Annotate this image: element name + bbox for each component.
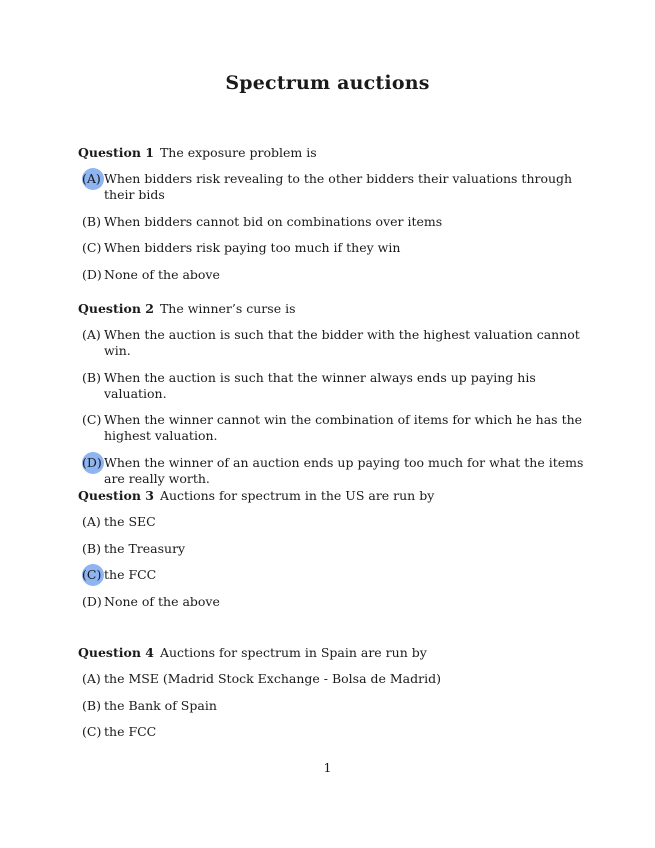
option-letter: (B) xyxy=(82,369,101,385)
option-text: When bidders risk paying too much if they win xyxy=(104,240,401,255)
question-label: Question 1 xyxy=(78,145,154,160)
option-text: When the auction is such that the bidder with the highest valuation cannot win. xyxy=(104,327,580,358)
option-text: the MSE (Madrid Stock Exchange - Bolsa de Madrid) xyxy=(104,671,441,686)
question-text: The exposure problem is xyxy=(159,145,317,160)
question-label: Question 2 xyxy=(78,301,154,316)
options-list xyxy=(78,514,588,610)
option-d[interactable] xyxy=(78,594,588,610)
question-label: Question 3 xyxy=(78,488,154,503)
question-text: Auctions for spectrum in Spain are run by xyxy=(159,645,427,660)
page-title: Spectrum auctions xyxy=(225,72,430,94)
option-text: When the winner cannot win the combination of items for which he has the highest valuation. xyxy=(104,412,583,443)
option-b[interactable] xyxy=(78,698,588,714)
option-b[interactable] xyxy=(78,370,588,402)
option-text: the SEC xyxy=(104,514,156,529)
option-letter: (D) xyxy=(82,266,102,282)
option-a[interactable] xyxy=(78,514,588,530)
question-stem xyxy=(78,301,588,317)
question-stem xyxy=(78,145,588,161)
option-c[interactable] xyxy=(78,412,588,444)
option-b[interactable] xyxy=(78,214,588,230)
option-text: the FCC xyxy=(104,724,157,739)
option-text: the FCC xyxy=(104,567,157,582)
option-d[interactable] xyxy=(78,455,588,487)
option-c[interactable] xyxy=(78,567,588,583)
option-letter: (C) xyxy=(82,240,102,255)
option-letter: (C) xyxy=(82,567,102,582)
options-list xyxy=(78,327,588,487)
option-letter: (C) xyxy=(82,724,102,739)
question-4 xyxy=(78,645,588,751)
option-text: When the winner of an auction ends up paying too much for what the items are really worth. xyxy=(104,454,584,486)
option-letter: (A) xyxy=(82,327,101,342)
question-stem xyxy=(78,488,588,504)
option-letter: (B) xyxy=(82,213,101,229)
option-a[interactable] xyxy=(78,171,588,203)
option-letter: (D) xyxy=(82,454,102,470)
question-text: The winner’s curse is xyxy=(159,301,296,316)
question-3 xyxy=(78,488,588,620)
option-text: the Treasury xyxy=(104,540,186,556)
option-text: When bidders risk revealing to the other bidders their valuations through their bids xyxy=(104,171,573,202)
page-number: 1 xyxy=(323,760,332,775)
option-text: None of the above xyxy=(104,593,220,609)
question-label: Question 4 xyxy=(78,645,154,660)
option-text: When the auction is such that the winner always ends up paying his valuation. xyxy=(104,369,536,401)
option-letter: (B) xyxy=(82,697,101,713)
option-letter: (A) xyxy=(82,671,101,686)
option-b[interactable] xyxy=(78,541,588,557)
option-letter: (D) xyxy=(82,593,102,609)
question-2 xyxy=(78,301,588,497)
question-1 xyxy=(78,145,588,293)
option-letter: (B) xyxy=(82,540,101,556)
option-text: None of the above xyxy=(104,266,220,282)
options-list xyxy=(78,171,588,283)
question-text: Auctions for spectrum in the US are run by xyxy=(159,488,435,503)
question-stem xyxy=(78,645,588,661)
option-letter: (A) xyxy=(82,514,101,529)
option-a[interactable] xyxy=(78,671,588,687)
options-list xyxy=(78,671,588,740)
option-text: the Bank of Spain xyxy=(104,697,217,713)
option-c[interactable] xyxy=(78,240,588,256)
option-letter: (C) xyxy=(82,412,102,427)
option-d[interactable] xyxy=(78,267,588,283)
option-text: When bidders cannot bid on combinations over items xyxy=(104,213,443,229)
option-a[interactable] xyxy=(78,327,588,359)
option-letter: (A) xyxy=(82,171,101,186)
option-c[interactable] xyxy=(78,724,588,740)
